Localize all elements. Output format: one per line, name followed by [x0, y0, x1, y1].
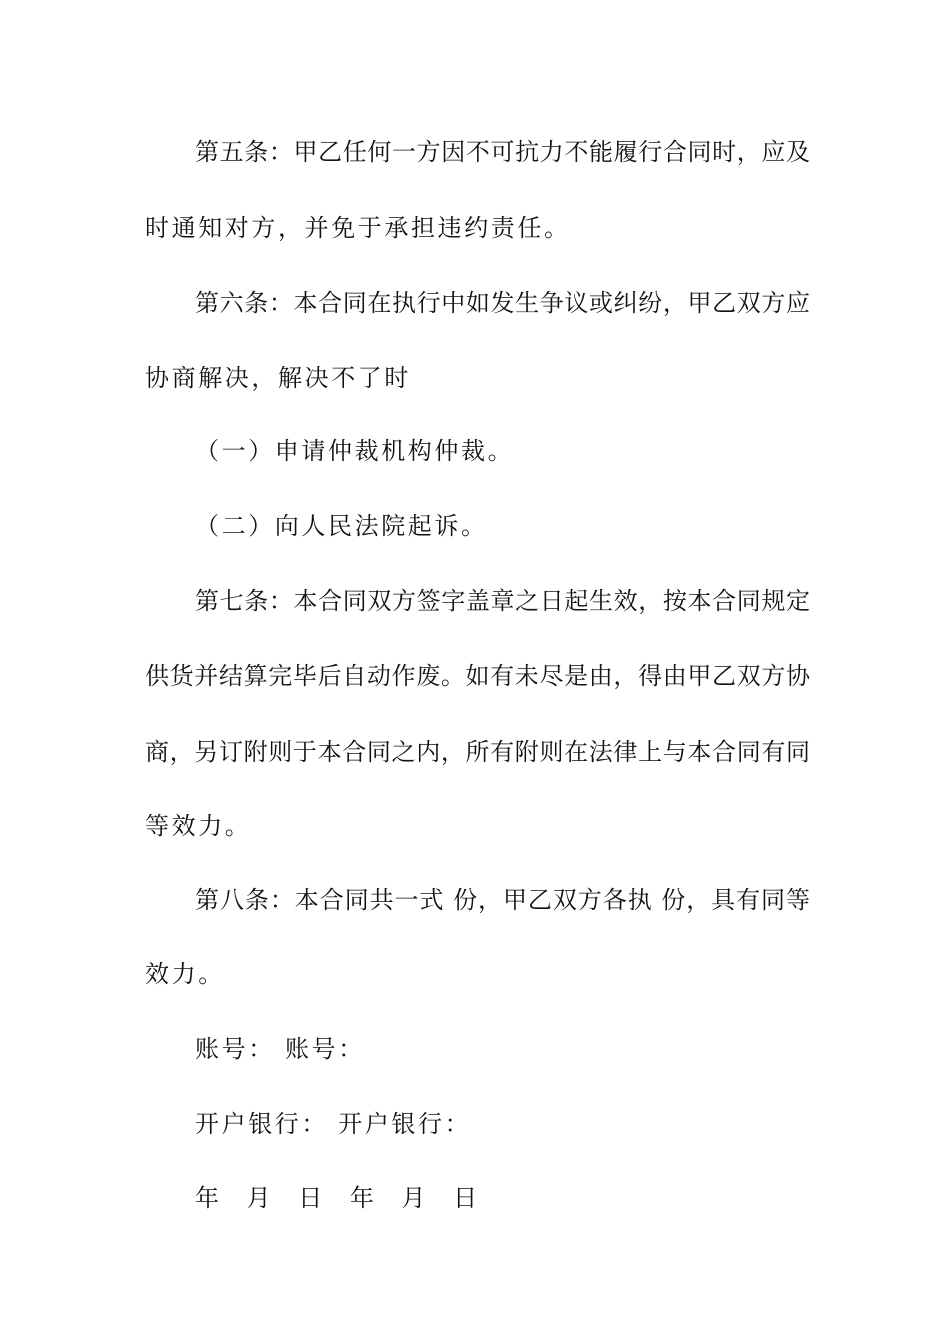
article-8-line-2: 效力。: [145, 960, 225, 988]
article-6-line-1: 第六条：本合同在执行中如发生争议或纠纷，甲乙双方应: [195, 289, 810, 317]
article-6-line-2: 协商解决，解决不了时: [145, 364, 411, 392]
article-7-line-1: 第七条：本合同双方签字盖章之日起生效，按本合同规定: [195, 587, 810, 615]
article-6-item-1: （一）申请仲裁机构仲裁。: [195, 437, 515, 465]
article-6-item-2: （二）向人民法院起诉。: [195, 512, 488, 540]
account-number-line: 账号： 账号：: [195, 1035, 365, 1063]
article-5-line-1: 第五条：甲乙任何一方因不可抗力不能履行合同时，应及: [195, 138, 810, 166]
article-7-line-4: 等效力。: [145, 812, 252, 840]
article-7-line-3: 商，另订附则于本合同之内，所有附则在法律上与本合同有同: [145, 738, 810, 766]
article-5-line-2: 时通知对方，并免于承担违约责任。: [145, 214, 571, 242]
date-line: 年 月 日 年 月 日: [195, 1184, 488, 1212]
article-8-line-1: 第八条：本合同共一式 份，甲乙双方各执 份，具有同等: [195, 886, 810, 914]
bank-line: 开户银行： 开户银行：: [195, 1110, 472, 1138]
article-7-line-2: 供货并结算完毕后自动作废。如有未尽是由，得由甲乙双方协: [145, 662, 810, 690]
